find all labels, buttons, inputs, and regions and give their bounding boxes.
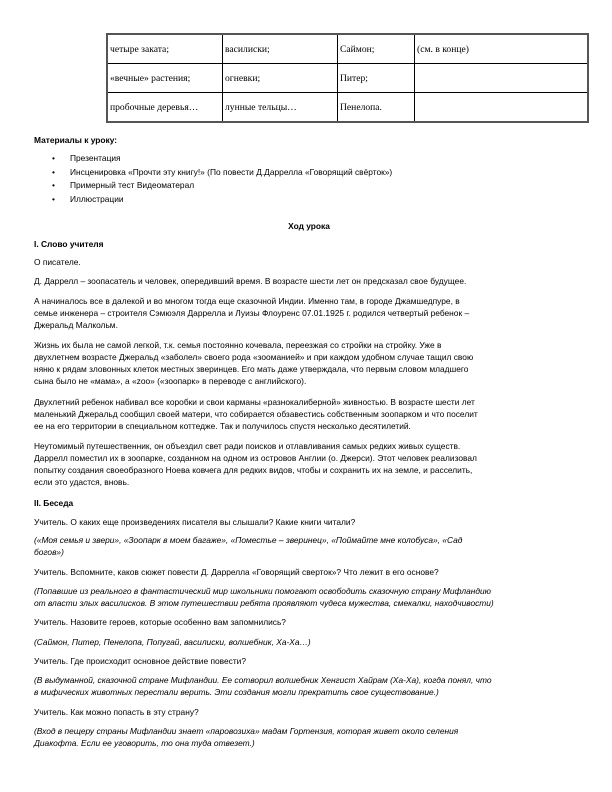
table-cell: Питер; — [338, 64, 415, 93]
paragraph-line: няню к рядам зловонных клеток местных зверинцев. Его мать даже утверждала, что первым словом младшего — [34, 364, 469, 374]
table-cell — [415, 93, 589, 123]
table-cell — [415, 64, 589, 93]
table-cell: Пенелопа. — [338, 93, 415, 123]
paragraph-line: («Моя семья и звери», «Зоопарк в моем багаже», «Поместье – зверинец», «Поймайте мне колобуса», «Сад — [34, 535, 463, 545]
bullet-icon: • — [52, 166, 55, 177]
vocabulary-table — [106, 33, 589, 123]
bullet-icon: • — [52, 153, 55, 163]
teacher-question: Учитель. О каких еще произведениях писателя вы слышали? Какие книги читали? — [34, 517, 356, 527]
paragraph-line: (В выдуманной, сказочной стране Мифландии. Ее сотворил волшебник Хенгист Хайрам (Ха-Ха), когда понял, что — [34, 675, 492, 685]
student-answer — [34, 534, 584, 558]
paragraph — [34, 339, 584, 387]
student-answer: (Саймон, Питер, Пенелопа, Попугай, василиски, волшебник, Ха-Ха…) — [34, 637, 311, 647]
list-item-label: Примерный тест Видеоматерал — [70, 180, 195, 190]
teacher-question: Учитель. Где происходит основное действие повести? — [34, 656, 247, 666]
table-cell: огневки; — [223, 64, 338, 93]
student-answer — [34, 725, 584, 749]
paragraph-line: (Вход в пещеру страны Мифландии знает «паровозиха» мадам Гортензия, которая живет около селения — [34, 726, 459, 736]
list-item — [52, 193, 392, 207]
materials-list — [52, 152, 392, 206]
list-item — [52, 166, 392, 180]
paragraph-line: если это удастся, вновь. — [34, 477, 130, 487]
paragraph: Д. Даррелл – зоопасатель и человек, опередивший время. В возрасте шести лет он предсказал свое будущее. — [34, 276, 467, 286]
table-cell: «вечные» растения; — [107, 64, 223, 93]
teacher-question: Учитель. Вспомните, каков сюжет повести Д. Даррелла «Говорящий сверток»? Что лежит в его основе? — [34, 567, 439, 577]
paragraph-line: двухлетнем возрасте Джеральд «заболел» своего рода «зооманией» и при каждом удобном случае тащил свою — [34, 352, 474, 362]
materials-heading: Материалы к уроку: — [34, 135, 118, 145]
list-item-label: Иллюстрации — [70, 193, 124, 204]
paragraph-line: попытку создания своеобразного Ноева ковчега для редких видов, чтобы и сохранить их на земле, и расселить, — [34, 465, 473, 475]
table-row — [107, 93, 588, 123]
paragraph-line: сына было не «мама», а «zoo» («зоопарк» в переводе с английского). — [34, 376, 307, 386]
bullet-icon: • — [52, 193, 55, 204]
paragraph-line: Диакофта. Если ее уговорить, то она туда отвезет.) — [34, 738, 255, 748]
paragraph-line: ее на его территории в специальном коттедже. Так и получилось спустя несколько десятилетий. — [34, 421, 411, 431]
paragraph-line: в мифических животных перестали верить. Эти создания могли прекратить свое существование.) — [34, 687, 439, 697]
section-heading: II. Беседа — [34, 498, 74, 508]
paragraph-line: богов») — [34, 547, 64, 557]
paragraph-line: Джеральд Малкольм. — [34, 320, 118, 330]
table-cell: Саймон; — [338, 34, 415, 64]
paragraph-line: семье инженера – строителя Сэмюэля Даррелла и Луизы Флоуренс 07.01.1925 г. родился четвертый ребенок – — [34, 308, 470, 318]
table-cell: василиски; — [223, 34, 338, 64]
student-answer — [34, 674, 584, 698]
paragraph-line: Двухлетний ребенок набивал все коробки и свои карманы «разнокалиберной» живностью. В возрасте шести лет — [34, 397, 475, 407]
table-cell: (см. в конце) — [415, 34, 589, 64]
paragraph-line: маленький Джеральд сообщил своей матери, что собирается обзавестись собственным зоопарком и что поселит — [34, 409, 478, 419]
teacher-question: Учитель. Назовите героев, которые особенно вам запомнились? — [34, 617, 286, 627]
list-item-label: Инсценировка «Прочти эту книгу!» (По повести Д.Даррелла «Говорящий свёрток») — [70, 166, 393, 177]
paragraph — [34, 396, 584, 432]
bullet-icon: • — [52, 180, 55, 190]
paragraph-line: (Попавшие из реального в фантастический мир школьники помогают освободить сказочную страну Мифландию — [34, 586, 491, 596]
table-cell: четыре заката; — [107, 34, 223, 64]
table-row — [107, 34, 588, 64]
paragraph-line: Неутомимый путешественник, он объездил свет ради поисков и отлавливания самых редких живых существ. — [34, 441, 461, 451]
list-item — [52, 152, 392, 166]
paragraph: О писателе. — [34, 257, 81, 267]
list-item — [52, 179, 392, 193]
paragraph — [34, 440, 584, 488]
paragraph-line: Жизнь их была не самой легкой, т.к. семья постоянно кочевала, переезжая со стройки на стройку. Уже в — [34, 340, 442, 350]
student-answer — [34, 585, 584, 609]
table-cell: лунные тельцы… — [223, 93, 338, 123]
section-heading: I. Слово учителя — [34, 239, 104, 249]
list-item-label: Презентация — [70, 153, 121, 163]
paragraph-line: от власти злых василисков. В этом путешествии ребята проявляют чудеса мужества, смекалки, находчивости) — [34, 598, 494, 608]
paragraph-line: А начиналось все в далекой и во многом тогда еще сказочной Индии. Именно там, в городе Джамшедпуре, в — [34, 296, 460, 306]
table-cell: пробочные деревья… — [107, 93, 223, 123]
table-row — [107, 64, 588, 93]
paragraph — [34, 295, 584, 331]
lesson-heading: Ход урока — [288, 221, 330, 231]
paragraph-line: Даррелл поместил их в зоопарке, созданном на одном из островов Англии (о. Джерси). Этот человек реализовал — [34, 453, 477, 463]
teacher-question: Учитель. Как можно попасть в эту страну? — [34, 707, 199, 717]
